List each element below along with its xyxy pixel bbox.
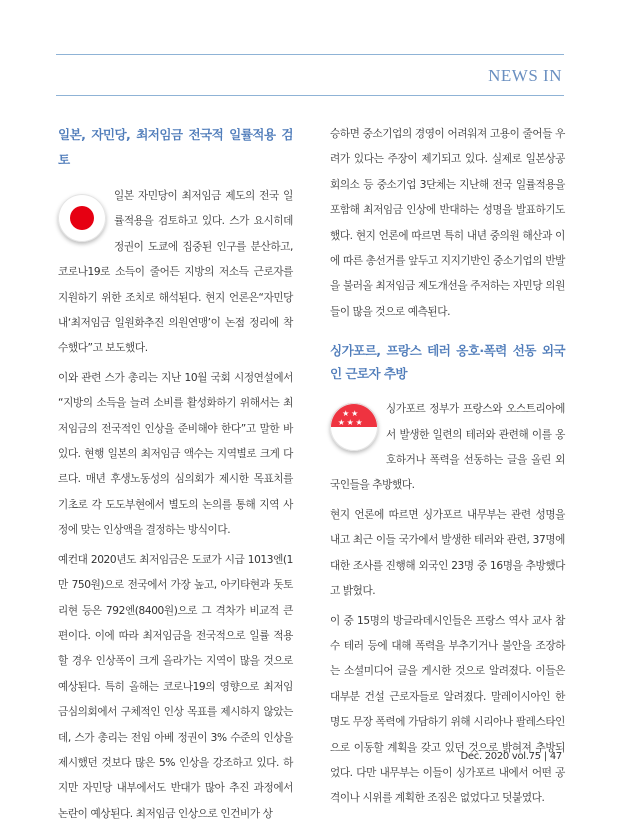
page-footer — [461, 751, 562, 762]
singapore-flag-stars: ★ ★ ★ ★ ★ — [337, 409, 363, 428]
article-paragraph: 이 중 15명의 방글라데시인들은 프랑스 역사 교사 참수 테러 등에 대해 폭력을 부추기거나 불안을 조장하는 소셜미디어 글을 게시한 것으로 알려졌다. 이들은 대부분 건설 근로자들로 알려졌다. 말레이시아인 한 명도 무장 폭력에 가담하기 위해 시리아나 팔레스타인으로 이동할 계획을 갖고 있던 것으로 밝혀져 추방되었다. 다만 내무부는 이들이 싱가포르 내에서 어떤 공격이나 시위를 계획한 조짐은 없었다고 덧붙였다. — [330, 614, 565, 805]
header-rule-bottom — [56, 95, 564, 96]
article-heading-singapore: 싱가포르, 프랑스 테러 옹호·폭력 선동 외국인 근로자 추방 — [330, 343, 565, 382]
page-number: 47 — [549, 751, 562, 762]
singapore-flag-icon — [330, 403, 378, 451]
article-paragraph-continued: 승하면 중소기업의 경영이 어려워져 고용이 줄어들 우려가 있다는 주장이 제기되고 있다. 실제로 일본상공회의소 등 중소기업 3단체는 지난해 전국 일률적용을 포함해 최저임금 인상에 반대하는 성명을 발표하기도 했다. 현지 언론에 따르면 특히 내년 중의원 해산과 이에 따른 총선거를 앞두고 지지기반인 중소기업의 반발을 불러올 최저임금 제도개선을 주저하는 자민당 의원들이 많을 것으로 예측된다. — [330, 128, 565, 318]
japan-flag-icon — [58, 194, 106, 242]
section-tag: NEWS IN — [488, 66, 562, 85]
japan-flag-sun — [70, 206, 94, 230]
article-paragraph: 싱가포르 정부가 프랑스와 오스트리아에서 발생한 일련의 테러와 관련해 이를 옹호하거나 폭력을 선동하는 글을 올린 외국인들을 추방했다. — [330, 403, 565, 492]
article-paragraph: 예컨대 2020년도 최저임금은 도쿄가 시급 1013엔(1만 750원)으로 전국에서 가장 높고, 아키타현과 돗토리현 등은 792엔(8400원)으로 그 격차가 비교적 큰 편이다. 이에 따라 최저임금을 전국적으로 일률 적용할 경우 인상폭이 크게 올라가는 지역이 많을 것으로 예상된다. 특히 올해는 코로나19의 영향으로 최저임금심의회에서 구체적인 인상 목표를 제시하지 않았는데, 스가 총리는 전임 아베 정권이 3% 수준의 인상을 제시했던 것보다 많은 5% 인상을 강조하고 있다. 하지만 자민당 내부에서도 반대가 많아 추진 과정에서 논란이 예상된다. 최저임금 인상으로 인건비가 상 — [58, 553, 293, 820]
article-paragraph: 현지 언론에 따르면 싱가포르 내무부는 관련 성명을 내고 최근 이들 국가에서 발생한 테러와 관련, 37명에 대한 조사를 진행해 외국인 23명 중 16명을 추방했다고 밝혔다. — [330, 508, 565, 598]
issue-label: Dec. 2020 vol.75 — [460, 751, 541, 762]
header-rule-top — [56, 54, 564, 55]
article-paragraph: 일본 자민당이 최저임금 제도의 전국 일률적용을 검토하고 있다. 스가 요시히데 정권이 도쿄에 집중된 인구를 분산하고, 코로나19로 소득이 줄어든 지방의 저소득 근로자를 지원하기 위한 조치로 해석된다. 현지 언론은“자민당 내‘최저임금 일원화추진 의원연맹’이 논점 정리에 착수했다”고 보도했다. — [58, 190, 293, 355]
article-heading-japan: 일본, 자민당, 최저임금 전국적 일률적용 검토 — [58, 127, 293, 167]
footer-separator: | — [543, 751, 547, 762]
right-column — [330, 122, 565, 816]
article-paragraph: 이와 관련 스가 총리는 지난 10월 국회 시정연설에서 “지방의 소득을 늘려 소비를 활성화하기 위해서는 최저임금의 전국적인 인상을 준비해야 한다”고 말한 바 있다. 현행 일본의 최저임금 액수는 지역별로 크게 다르다. 매년 후생노동성의 심의회가 제시한 목표치를 기초로 각 도도부현에서 별도의 논의를 통해 지역 사정에 맞는 인상액을 결정하는 방식이다. — [58, 371, 293, 537]
left-column — [58, 122, 293, 831]
